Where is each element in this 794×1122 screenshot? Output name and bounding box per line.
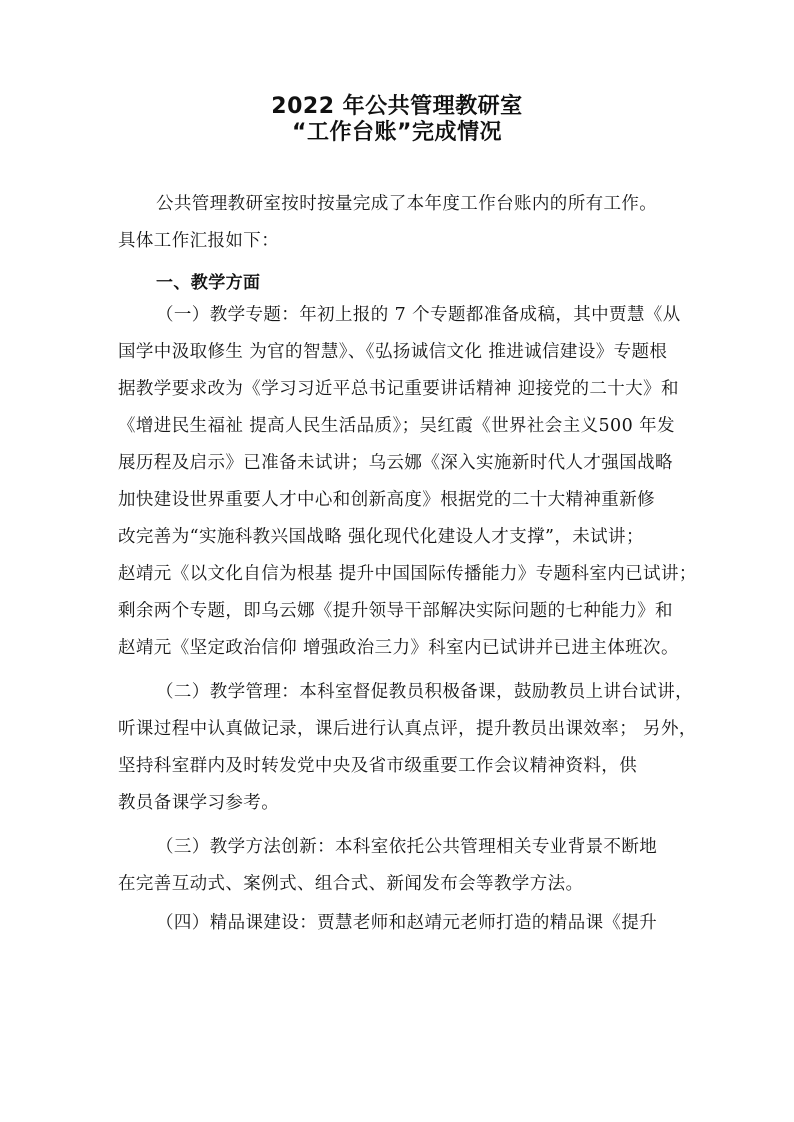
para1-line-9: 剩余两个专题，即乌云娜《提升领导干部解决实际问题的七种能力》和 (118, 601, 673, 621)
para1-line-6: 加快建设世界重要人才中心和创新高度》根据党的二十大精神重新修 (118, 490, 655, 510)
para2-line-3: 坚持科室群内及时转发党中央及省市级重要工作会议精神资料，供 (118, 756, 638, 776)
para1-line-4: 《增进民生福祉 提高人民生活品质》；吴红霞《世界社会主义500 年发 (118, 416, 675, 436)
section-heading-teaching: 一、教学方面 (156, 273, 261, 293)
para4-line-1: （四）精品课建设：贾慧老师和赵靖元老师打造的精品课《提升 (156, 913, 658, 933)
document-title-line-2: “工作台账”完成情况 (292, 120, 502, 145)
para2-line-4: 教员备课学习参考。 (118, 793, 280, 813)
intro-line-1: 公共管理教研室按时按量完成了本年度工作台账内的所有工作。 (156, 194, 658, 214)
para1-line-7: 改完善为“实施科教兴国战略 强化现代化建设人才支撑”，未试讲； (118, 527, 644, 547)
para3-line-2: 在完善互动式、案例式、组合式、新闻发布会等教学方法。 (118, 874, 584, 894)
para1-line-2: 国学中汲取修生 为官的智慧》、《弘扬诚信文化 推进诚信建设》专题根 (118, 342, 668, 362)
para1-line-8: 赵靖元《以文化自信为根基 提升中国国际传播能力》专题科室内已试讲； (118, 564, 697, 584)
para3-line-1: （三）教学方法创新：本科室依托公共管理相关专业背景不断地 (156, 837, 658, 857)
para2-line-1: （二）教学管理：本科室督促教员积极备课，鼓励教员上讲台试讲， (156, 682, 693, 702)
para2-line-2: 听课过程中认真做记录，课后进行认真点评，提升教员出课效率； 另外， (118, 719, 697, 739)
para1-line-5: 展历程及启示》已准备未试讲；乌云娜《深入实施新时代人才强国战略 (118, 453, 673, 473)
intro-line-2: 具体工作汇报如下： (118, 231, 280, 251)
document-title-line-1: 2022 年公共管理教研室 (271, 94, 523, 119)
para1-line-3: 据教学要求改为《学习习近平总书记重要讲话精神 迎接党的二十大》和 (118, 379, 679, 399)
para1-line-10: 赵靖元《坚定政治信仰 增强政治三力》科室内已试讲并已进主体班次。 (118, 638, 679, 658)
para1-line-1: （一）教学专题：年初上报的 7 个专题都准备成稿，其中贾慧《从 (156, 305, 681, 325)
